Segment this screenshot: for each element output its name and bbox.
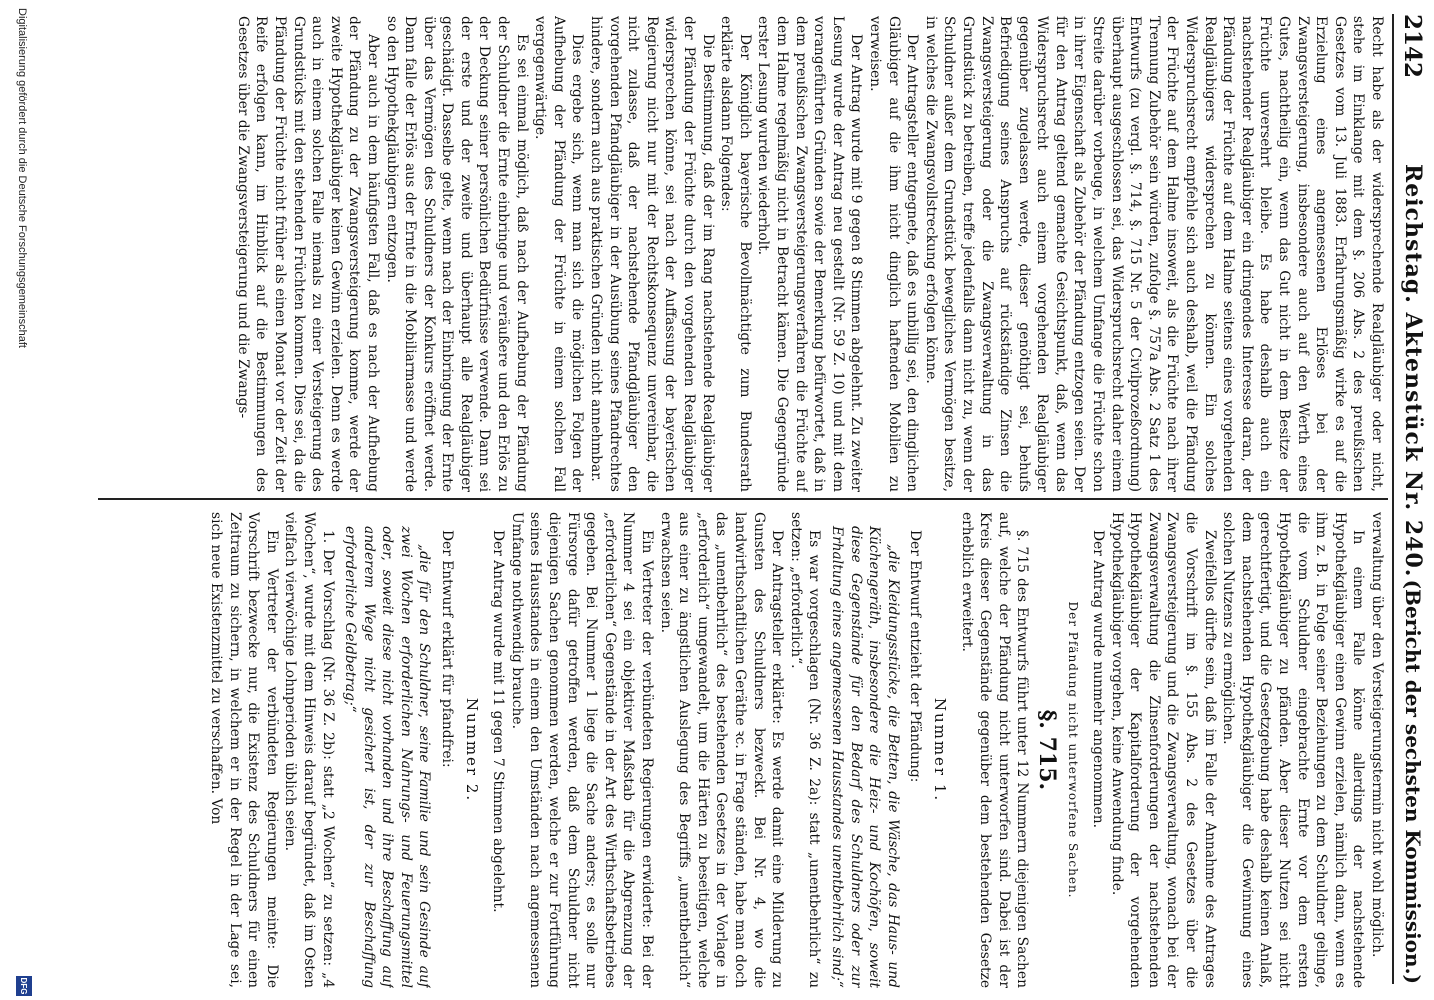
left-paragraph: Aber auch in dem häufigsten Fall, daß es nach der Aufhebung der Pfändung zu der Zwangsversteigerung komme, werde der zweite Hypothekgläubiger keinen Gewinn erzielen. Denn es werde auch in einem solchen Falle niemals zu einer Versteigerung des Grundstücks mit den stehenden Früchten kommen. Dies sei, da die Pfändung der Früchte nicht früher als einen Monat vor der Zeit der Reife erfolgen kann, im Hinblick auf die Bestimmungen des Gesetzes über die Zwangsversteigerung und die Zwangs- bbox=[234, 16, 381, 492]
right-paragraph: 1. Der Vorschlag (Nr. 36 Z. 2b): statt „2 Wochen“ zu setzen: „4 Wochen“, wurde mit dem Hinweis darauf begründet, daß im Osten vielfach vierwöchige Lohnperioden üblich seien. bbox=[282, 512, 336, 988]
quoted-provision: „die Kleidungsstücke, die Betten, die Wäsche, das Haus- und Küchengeräth, insbesondere die Heiz- und Kochöfen, soweit diese Gegenstände für den Bedarf des Schuldners oder zur Erhaltung eines angemessenen Hausstandes unentbehrlich sind;“ bbox=[828, 526, 901, 988]
section-heading-715: §. 715. bbox=[1033, 709, 1060, 791]
right-paragraph: verwaltung über den Versteigerungstermin nicht wohl möglich. bbox=[1369, 512, 1385, 958]
right-paragraph: Der Antrag wurde nunmehr angenommen. bbox=[1090, 530, 1107, 828]
digitization-footer bbox=[8, 0, 36, 1000]
column-separator bbox=[98, 498, 1388, 500]
left-paragraph: Der Antrag wurde mit 9 gegen 8 Stimmen abgelehnt. Zu zweiter Lesung wurde der Antrag neu gestellt (Nr. 59 Z. 10) und mit dem vorangeführten Gründen sowie der Bemerkung befürwortet, daß in dem preußischen Zwangsversteigerungsverfahren die Früchte auf dem Halme regelmäßig nicht in Betracht kämen. Die Gegengründe erster Lesung wurden wiederholt. bbox=[755, 16, 865, 492]
subheading-unpfaendbare-sachen: Der Pfändung nicht unterworfene Sachen. bbox=[1066, 601, 1081, 899]
heading-nummer-1: Nummer 1. bbox=[930, 697, 949, 803]
left-column bbox=[96, 16, 1386, 492]
left-paragraph: Der Antragsteller entgegnete, daß es unbillig sei, den dinglichen Gläubiger auf die ihm nicht dinglich haftenden Mobilien zu verweisen. bbox=[866, 16, 921, 492]
right-paragraph: In einem Falle könne allerdings der nachstehende Hypothekgläubiger einen Gewinn erzielen, nämlich dann, wenn es ihm z. B. in Folge seiner Beziehungen zu dem Schuldner gelinge, die vom Schuldner eingebrachte Ernte vor dem ersten Hypothekgläubiger zu pfänden. Aber dieser Nutzen sei nicht gerechtfertigt, und die Gesetzgebung habe deshalb keinen Anlaß, dem nachstehenden Hypothekgläubiger die Gewinnung eines solchen Nutzens zu ermöglichen. bbox=[1220, 512, 1367, 988]
left-paragraph: Der Königlich bayerische Bevollmächtigte zum Bundesrath erklärte alsdann Folgendes: bbox=[718, 16, 753, 492]
left-paragraph: Die Bestimmung, daß der im Rang nachstehende Realgläubiger der Pfändung der Früchte durch den vorgehenden Realgläubiger widersprechen könne, sei nach der Auffassung der bayerischen Regierung nicht nur mit der Rechtskonsequenz unvereinbar, die nicht zulasse, daß der nachstehende Pfandgläubiger den vorgehenden Pfandgläubiger in der Ausübung seines Pfandrechtes hindere, sondern auch aus praktischen Gründen nicht annehmbar. bbox=[588, 16, 716, 492]
left-paragraph: Es sei einmal möglich, daß nach der Aufhebung der Pfändung der Schuldner die Ernte einbringe und veräußere und den Erlös zu der Deckung seiner persönlichen Bedürfnisse verwende. Dann sei der erste und der zweite und überhaupt alle Realgläubiger geschädigt. Dasselbe gelte, wenn nach der Einbringung der Ernte über das Vermögen des Schuldners der Konkurs eröffnet werde. Dann falle der Erlös aus der Ernte in die Mobiliarmasse und werde so den Hypothekgläubigern entzogen. bbox=[383, 16, 530, 492]
right-paragraph: Ein Vertreter der verbündeten Regierungen erwiderte: Bei der Nummer 4 sei ein objektiver Maßstab für die Abgrenzung der „erforderlichen“ Gegenstände in der Art des Wirthschaftsbetriebes gegeben. Bei Nummer 1 liege die Sache anders; es solle nur Fürsorge dafür getroffen werden, daß dem Schuldner nicht diejenigen Sachen genommen werden, welche er zur Fortführung seines Hausstandes in einem den Umständen nach angemessenen Umfange nothwendig brauche. bbox=[508, 512, 656, 988]
right-paragraph: Der Entwurf erklärt für pfandfrei: bbox=[439, 530, 456, 768]
right-paragraph: Der Antragsteller erklärte: Es werde damit eine Milderung zu Gunsten des Schuldners bezweckt. Bei Nr. 4, wo die landwirthschaftlichen Geräthe ꝛc. in Frage ständen, habe man doch das „unentbehrlich“ des bestehenden Gesetzes in der Vorlage in „erforderlich“ umgewandelt, um die Härten zu beseitigen, welche aus einer zu ängstlichen Auslegung des Begriffs „unentbehrlich“ erwachsen seien. bbox=[657, 512, 786, 988]
right-paragraph: Es war vorgeschlagen (Nr. 36 Z. 2a): statt „unentbehrlich“ zu setzen: „erforderlich“. bbox=[787, 512, 823, 988]
right-paragraph: Der Antrag wurde mit 11 gegen 7 Stimmen abgelehnt. bbox=[490, 530, 507, 913]
left-paragraph: Dies ergebe sich, wenn man sich die möglichen Folgen der Aufhebung der Pfändung der Früchte in einem solchen Fall vergegenwärtige. bbox=[532, 16, 586, 492]
running-head: Reichstag. Aktenstück Nr. 240. bbox=[1400, 164, 1426, 578]
right-paragraph: §. 715 des Entwurfs führt unter 12 Nummern diejenigen Sachen auf, welche der Pfändung nicht unterworfen sind. Dabei ist der Kreis dieser Gegenstände gegenüber dem bestehenden Gesetze erheblich erweitert. bbox=[958, 512, 1031, 988]
quoted-provision: „die für den Schuldner, seine Familie und sein Gesinde auf zwei Wochen erforderlichen Nahrungs- und Feuerungsmittel oder, soweit diese nicht vorhanden und ihre Beschaffung auf anderem Wege nicht gesichert ist, der zur Beschaffung erforderliche Geldbetrag;“ bbox=[342, 526, 433, 988]
right-paragraph: Zweifellos dürfte sein, daß im Falle der Annahme des Antrages die Vorschrift im §. 155 Abs. 2 des Gesetzes über die Zwangsversteigerung und die Zwangsverwaltung, wonach bei der Zwangsverwaltung die Zinsenforderungen der nachstehenden Hypothekgläubiger der Kapitalforderung der vorgehenden Hypothekgläubiger vorgehen, keine Anwendung finde. bbox=[1108, 512, 1218, 988]
left-paragraph: Recht habe als der widersprechende Realgläubiger oder nicht, stehe im Einklange mit dem §. 206 Abs. 2 des preußischen Gesetzes vom 13. Juli 1883. Erfahrungsmäßig wirke es auf die Erzielung eines angemessenen Erlöses bei der Zwangsversteigerung, insbesondere auch auf den Werth eines Gutes, nachtheilig ein, wenn das Gut nicht in dem Besitze der Früchte unversehrt bleibe. Es habe deshalb auch ein nachstehender Realgläubiger ein dringendes Interesse daran, der Pfändung der Früchte auf dem Halme seitens eines vorgehenden Realgläubigers widersprechen zu können. Ein solches Widerspruchsrecht empfehle sich auch deshalb, weil die Pfändung der Früchte auf dem Halme insoweit, als die Früchte nach ihrer Trennung Zubehör sein würden, zufolge §. 757a Abs. 2 Satz 1 des Entwurfs (zu vergl. §. 714, §. 715 Nr. 5 der Civilprozeßordnung) überhaupt ausgeschlossen sei, das Widerspruchsrecht daher einem Streite darüber vorbeuge, in welchem Umfange die Früchte schon in ihrer Eigenschaft als Zubehör der Pfändung entzogen seien. Der für den Antrag geltend gemachte Gesichtspunkt, daß, wenn das Widerspruchsrecht auch einem vorgehenden Realgläubiger gegenüber zugelassen werde, dieser genöthigt sei, behufs Befriedigung seines Anspruchs auf rückständige Zinsen die Zwangsversteigerung oder die Zwangsverwaltung in das Grundstück zu betreiben, treffe jedenfalls dann nicht zu, wenn der Schuldner außer dem Grundstück bewegliches Vermögen besitze, in welches die Zwangsvollstreckung erfolgen könne. bbox=[922, 16, 1385, 492]
right-paragraph: Der Entwurf entzieht der Pfändung: bbox=[907, 530, 924, 783]
heading-nummer-2: Nummer 2. bbox=[462, 697, 481, 803]
dfg-logo: DFG bbox=[16, 976, 32, 996]
report-title: (Bericht der sechsten Kommission.) bbox=[1401, 579, 1425, 984]
page-header bbox=[1392, 14, 1430, 984]
digitization-note: Digitalisierung gefördert durch die Deutsche Forschungsgemeinschaft bbox=[16, 8, 28, 348]
right-column bbox=[96, 512, 1386, 988]
page-number: 2142 bbox=[1399, 14, 1426, 79]
right-paragraph: Ein Vertreter der verbündeten Regierungen meinte: Die Vorschrift bezwecke nur, die Existenz des Schuldners für einen Zeitraum zu sichern, in welchem er in der Regel in der Lage sei, sich neue Existenzmittel zu verschaffen. Von bbox=[207, 512, 280, 988]
